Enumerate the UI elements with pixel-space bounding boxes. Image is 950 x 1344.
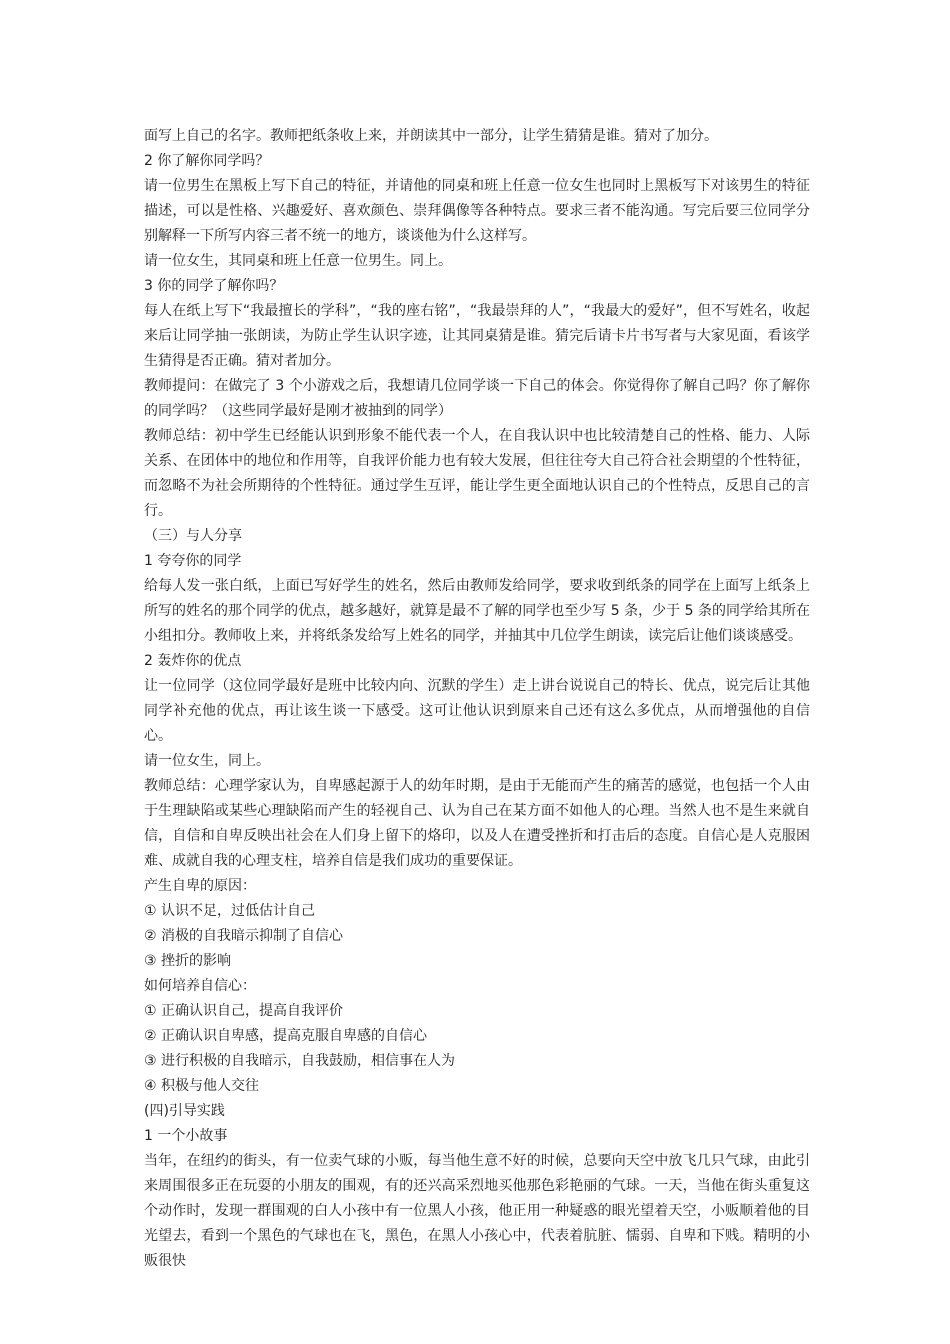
list-item-cause-2: ② 消极的自我暗示抑制了自信心 <box>144 928 344 944</box>
paragraph-continuation: 面写上自己的名字。教师把纸条收上来，并朗读其中一部分，让学生猜猜是谁。猜对了加分。 <box>144 128 718 144</box>
paragraph-card-activity: 每人在纸上写下“我最擅长的学科”，“我的座右铭”，“我最崇拜的人”，“我最大的爱好”，但不写姓名，收起来后让同学抽一张朗读，为防止学生认识字迹，让其同桌猜是谁。猜完后请卡片书写者与大家见面，看该学生猜得是否正确。猜对者加分。 <box>144 303 810 369</box>
section-heading-sharing: （三）与人分享 <box>144 528 242 544</box>
paragraph-praise-activity: 给每人发一张白纸，上面已写好学生的姓名，然后由教师发给同学，要求收到纸条的同学在上面写上纸条上所写的姓名的那个同学的优点，越多越好，就算是最不了解的同学也至少写 5 条，少于 5 条的同学给其所在小组扣分。教师收上来，并将纸条发给写上姓名的同学，并抽其中几位学生朗读，读完后让他们谈谈感受。 <box>144 578 810 644</box>
heading-know-classmates: 2 你了解你同学吗？ <box>144 153 270 169</box>
heading-short-story: 1 一个小故事 <box>144 1128 228 1144</box>
paragraph-teacher-summary-1: 教师总结：初中学生已经能认识到形象不能代表一个人，在自我认识中也比较清楚自己的性格、能力、人际关系、在团体中的地位和作用等，自我评价能力也有较大发展，但往往夸大自己符合社会期望的个性特征，而忽略不为社会所期待的个性特征。通过学生互评，能让学生更全面地认识自己的个性特点，反思自己的言行。 <box>144 428 810 519</box>
list-item-cause-3: ③ 挫折的影响 <box>144 953 232 969</box>
list-item-cause-1: ① 认识不足，过低估计自己 <box>144 903 316 919</box>
heading-build-confidence: 如何培养自信心： <box>144 978 256 994</box>
heading-classmates-know-you: 3 你的同学了解你吗？ <box>144 278 284 294</box>
heading-causes-inferiority: 产生自卑的原因： <box>144 878 256 894</box>
list-item-method-4: ④ 积极与他人交往 <box>144 1078 260 1094</box>
paragraph-teacher-question: 教师提问：在做完了 3 个小游戏之后，我想请几位同学谈一下自己的体会。你觉得你了解自己吗？你了解你的同学吗？（这些同学最好是刚才被抽到的同学） <box>144 378 810 419</box>
paragraph-blackboard-activity: 请一位男生在黑板上写下自己的特征，并请他的同桌和班上任意一位女生也同时上黑板写下对该男生的特征描述，可以是性格、兴趣爱好、喜欢颜色、崇拜偶像等各种特点。要求三者不能沟通。写完后要三位同学分别解释一下所写内容三者不统一的地方，谈谈他为什么这样写。 <box>144 178 810 244</box>
list-item-method-2: ② 正确认识自卑感，提高克服自卑感的自信心 <box>144 1028 427 1044</box>
paragraph-strengths-activity: 让一位同学（这位同学最好是班中比较内向、沉默的学生）走上讲台说说自己的特长、优点，说完后让其他同学补充他的优点，再让该生谈一下感受。这可让他认识到原来自己还有这么多优点，从而增强他的自信心。 <box>144 678 810 744</box>
list-item-method-3: ③ 进行积极的自我暗示，自我鼓励，相信事在人为 <box>144 1053 455 1069</box>
list-item-method-1: ① 正确认识自己，提高自我评价 <box>144 1003 344 1019</box>
paragraph-balloon-story: 当年，在纽约的街头，有一位卖气球的小贩，每当他生意不好的时候，总要向天空中放飞几只气球，由此引来周围很多正在玩耍的小朋友的围观，有的还兴高采烈地买他那色彩艳丽的气球。一天，当他在街头重复这个动作时，发现一群围观的白人小孩中有一位黑人小孩，他正用一种疑惑的眼光望着天空，小贩顺着他的目光望去，看到一个黑色的气球也在飞，黑色，在黑人小孩心中，代表着肮脏、懦弱、自卑和下贱。精明的小贩很快 <box>144 1153 810 1269</box>
paragraph-female-variant: 请一位女生，其同桌和班上任意一位男生。同上。 <box>144 253 452 269</box>
heading-bombard-strengths: 2 轰炸你的优点 <box>144 653 242 669</box>
paragraph-teacher-summary-2: 教师总结：心理学家认为，自卑感起源于人的幼年时期，是由于无能而产生的痛苦的感觉，也包括一个人由于生理缺陷或某些心理缺陷而产生的轻视自己、认为自己在某方面不如他人的心理。当然人也不是生来就自信，自信和自卑反映出社会在人们身上留下的烙印，以及人在遭受挫折和打击后的态度。自信心是人克服困难、成就自我的心理支柱，培养自信是我们成功的重要保证。 <box>144 778 810 869</box>
section-heading-practice: (四)引导实践 <box>144 1103 225 1119</box>
document-page <box>144 124 810 1274</box>
paragraph-female-variant-2: 请一位女生，同上。 <box>144 753 270 769</box>
heading-praise-classmates: 1 夸夸你的同学 <box>144 553 242 569</box>
